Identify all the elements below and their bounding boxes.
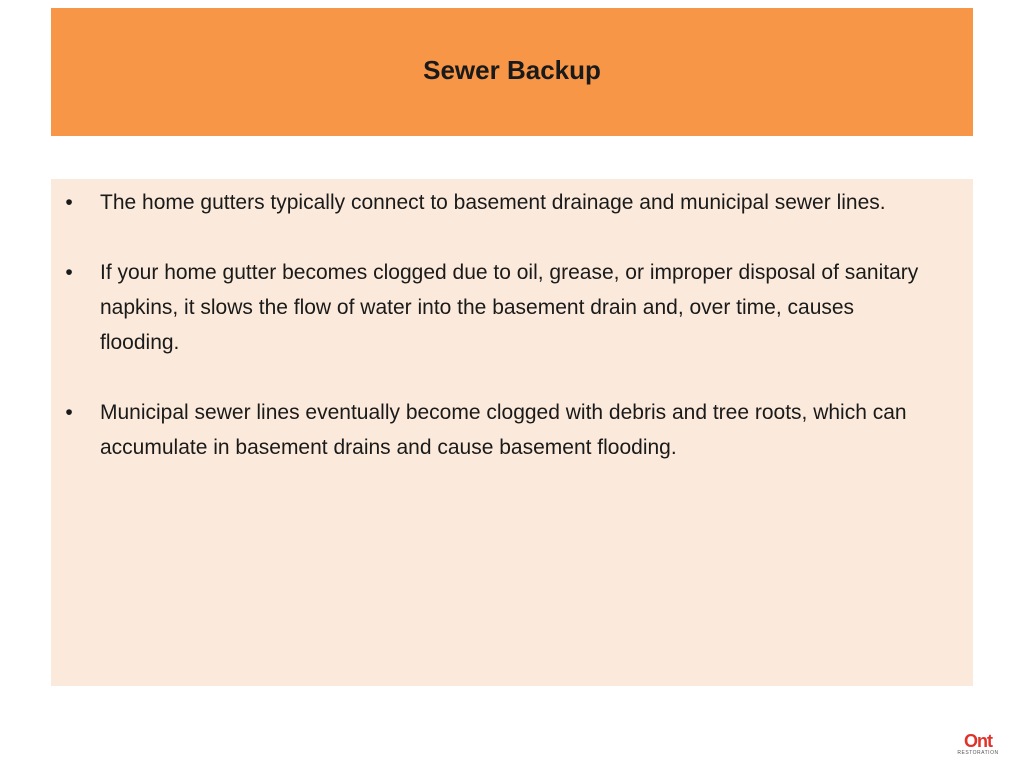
bullet-item xyxy=(51,185,931,220)
logo-word: Ont xyxy=(964,731,992,751)
bullet-icon: • xyxy=(65,401,73,424)
logo-subtitle: RESTORATION xyxy=(957,750,999,756)
slide-title: Sewer Backup xyxy=(423,54,601,85)
bullet-text: The home gutters typically connect to basement drainage and municipal sewer lines. xyxy=(100,191,886,214)
bullet-text: If your home gutter becomes clogged due to oil, grease, or improper disposal of sanitary napkins, it slows the flow of water into the basement drain and, over time, causes flooding. xyxy=(100,261,919,354)
content-box xyxy=(51,179,973,686)
bullet-text: Municipal sewer lines eventually become clogged with debris and tree roots, which can accumulate in basement drains and cause basement flooding. xyxy=(100,401,907,459)
bullet-icon: • xyxy=(65,191,73,214)
bullet-item xyxy=(51,395,931,465)
bullet-list xyxy=(51,185,931,500)
bullet-item xyxy=(51,255,931,360)
bullet-icon: • xyxy=(65,261,73,284)
title-bar xyxy=(51,8,973,136)
company-logo xyxy=(956,732,1000,758)
